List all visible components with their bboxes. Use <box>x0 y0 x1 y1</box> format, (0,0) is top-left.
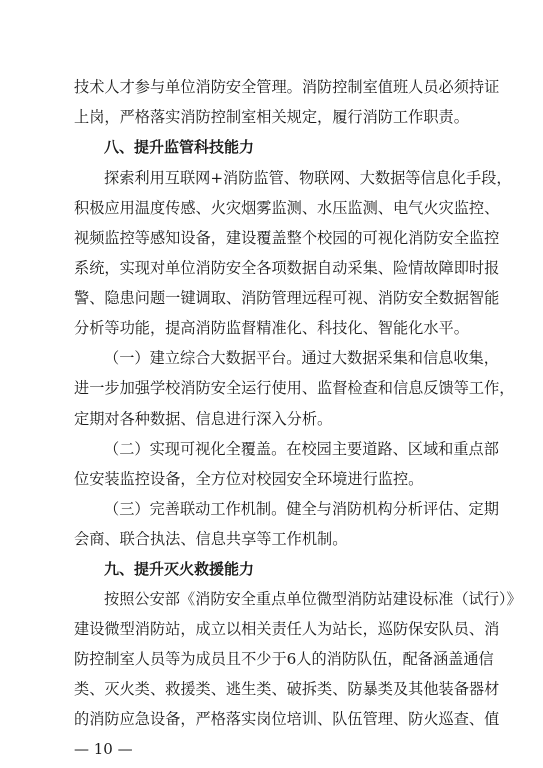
body-text-line: 建设微型消防站，成立以相关责任人为站长，巡防保安队员、消 <box>74 620 500 638</box>
body-text-line: 类、灭火类、救援类、逃生类、破拆类、防暴类及其他装备器材 <box>74 680 500 698</box>
body-text-line: （一）建立综合大数据平台。通过大数据采集和信息收集， <box>104 349 499 367</box>
body-text-line: 按照公安部《消防安全重点单位微型消防站建设标准（试行）》 <box>104 590 522 608</box>
body-text-line: 警、隐患问题一键调取、消防管理远程可视、消防安全数据智能 <box>74 289 500 307</box>
body-text-line: 定期对各种数据、信息进行深入分析。 <box>74 410 333 428</box>
body-text-line: 上岗，严格落实消防控制室相关规定，履行消防工作职责。 <box>74 108 469 126</box>
body-text-line: 分析等功能，提高消防监督精准化、科技化、智能化水平。 <box>74 319 469 337</box>
body-text-line: 技术人才参与单位消防安全管理。消防控制室值班人员必须持证 <box>74 78 500 96</box>
body-text-line: 积极应用温度传感、火灾烟雾监测、水压监测、电气火灾监控、 <box>74 199 500 217</box>
page-number: — 10 — <box>74 740 133 758</box>
body-text-line: （三）完善联动工作机制。健全与消防机构分析评估、定期 <box>104 500 499 518</box>
body-text-line: 进一步加强学校消防安全运行使用、监督检查和信息反馈等工作， <box>74 379 515 397</box>
body-text-line: 位安装监控设备，全方位对校园安全环境进行监控。 <box>74 470 424 488</box>
body-text-line: （二）实现可视化全覆盖。在校园主要道路、区域和重点部 <box>104 440 499 458</box>
body-text-line: 视频监控等感知设备，建设覆盖整个校园的可视化消防安全监控 <box>74 229 500 247</box>
body-text-line: 防控制室人员等为成员且不少于6人的消防队伍，配备涵盖通信 <box>74 650 494 668</box>
body-text-line: 会商、联合执法、信息共享等工作机制。 <box>74 530 348 548</box>
body-text-line: 的消防应急设备，严格落实岗位培训、队伍管理、防火巡查、值 <box>74 710 500 728</box>
section-heading: 八、提升监管科技能力 <box>104 138 255 156</box>
body-text-line: 系统，实现对单位消防安全各项数据自动采集、险情故障即时报 <box>74 259 500 277</box>
section-heading: 九、提升灭火救援能力 <box>104 560 255 578</box>
body-text-line: 探索利用互联网+消防监管、物联网、大数据等信息化手段， <box>104 169 512 187</box>
